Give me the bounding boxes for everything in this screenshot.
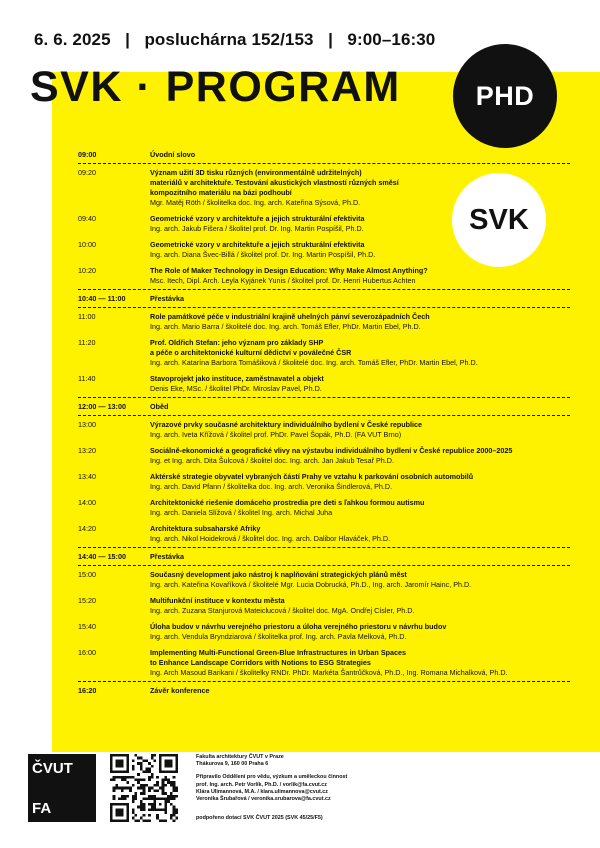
talk-author: Ing. arch. Zuzana Stanjurová Mateiclucová / školitel doc. MgA. Ondřej Císler, Ph.D. bbox=[150, 606, 415, 615]
talk-author: Mgr. Matěj Röth / školitelka doc. Ing. arch. Kateřina Sýsová, Ph.D. bbox=[150, 198, 361, 207]
logo-text-fa: FA bbox=[32, 800, 52, 817]
program-item bbox=[78, 402, 570, 412]
divider bbox=[78, 307, 570, 308]
talk-title: Multifunkční instituce v kontextu města bbox=[150, 596, 285, 605]
program-item bbox=[78, 420, 570, 440]
program-time: 13:20 bbox=[78, 446, 96, 455]
footer-contact-4[interactable]: Veronika Šrubařová / veronika.srubarova@fa.cvut.cz bbox=[196, 796, 331, 803]
talk-title: Architektura subsaharské Afriky bbox=[150, 524, 261, 533]
program-content bbox=[150, 266, 570, 286]
program-item bbox=[78, 524, 570, 544]
program-content bbox=[150, 338, 570, 368]
program-time: 10:40 — 11:00 bbox=[78, 294, 126, 303]
program-content bbox=[150, 472, 570, 492]
talk-title: Geometrické vzory v architektuře a jejich strukturální efektivita bbox=[150, 240, 365, 249]
program-item bbox=[78, 570, 570, 590]
talk-author: Denis Eke, MSc. / školitel PhDr. Miroslav Pavel, Ph.D. bbox=[150, 384, 322, 393]
program-time: 12:00 — 13:00 bbox=[78, 402, 126, 411]
program-time: 09:40 bbox=[78, 214, 96, 223]
program-content bbox=[150, 150, 570, 160]
program-item bbox=[78, 168, 570, 208]
program-time: 11:00 bbox=[78, 312, 96, 321]
divider bbox=[78, 163, 570, 164]
program-item bbox=[78, 686, 570, 696]
program-content bbox=[150, 294, 570, 304]
program-time: 13:00 bbox=[78, 420, 96, 429]
event-info: 6. 6. 2025 | posluchárna 152/153 | 9:00–16:30 bbox=[34, 30, 436, 49]
talk-title: Oběd bbox=[150, 402, 169, 411]
program-content bbox=[150, 374, 570, 394]
program-content bbox=[150, 312, 570, 332]
program-time: 14:20 bbox=[78, 524, 96, 533]
program-item bbox=[78, 446, 570, 466]
footer-address-1: Fakulta architektury ČVUT v Praze bbox=[196, 754, 284, 760]
divider bbox=[78, 565, 570, 566]
footer-contact-1: Připravilo Oddělení pro vědu, výzkum a uměleckou činnost bbox=[196, 774, 348, 781]
program-item bbox=[78, 240, 570, 260]
divider bbox=[78, 547, 570, 548]
qr-code-icon[interactable] bbox=[110, 754, 178, 822]
program-content bbox=[150, 402, 570, 412]
program-item bbox=[78, 338, 570, 368]
program-content bbox=[150, 686, 570, 696]
program-content bbox=[150, 420, 570, 440]
program-item bbox=[78, 622, 570, 642]
program-content bbox=[150, 446, 570, 466]
program-list bbox=[78, 150, 570, 696]
program-item bbox=[78, 374, 570, 394]
program-item bbox=[78, 596, 570, 616]
program-time: 15:40 bbox=[78, 622, 96, 631]
talk-title: Přestávka bbox=[150, 552, 184, 561]
footer-contact-2[interactable]: prof. Ing. arch. Petr Vorlík, Ph.D. / vorlik@fa.cvut.cz bbox=[196, 781, 327, 788]
talk-title: Geometrické vzory v architektuře a jejich strukturální efektivita bbox=[150, 214, 365, 223]
divider bbox=[78, 415, 570, 416]
talk-title: Význam užití 3D tisku různých (environmentálně udržitelných) bbox=[150, 168, 362, 177]
program-item bbox=[78, 150, 570, 160]
program-item bbox=[78, 472, 570, 492]
talk-author: Ing. arch. David Pfann / školitelka doc. Ing. arch. Veronika Šindlerová, Ph.D. bbox=[150, 482, 393, 491]
talk-author: Ing. et Ing. arch. Dita Šulcová / školitel doc. Ing. arch. Jan Jakub Tesař Ph.D. bbox=[150, 456, 394, 465]
talk-author: Ing. Arch Masoud Barikani / školitelky RNDr. PhDr. Markéta Šantrůčková, Ph.D., Ing. Romana Michalková, Ph.D. bbox=[150, 668, 508, 677]
talk-author: Ing. arch. Mario Barra / školitelé doc. Ing. arch. Tomáš Efler, PhDr. Martin Ebel, Ph.D. bbox=[150, 322, 421, 331]
talk-author: Ing. arch. Vendula Bryndziarová / školitelka prof. Ing. arch. Pavla Melková, Ph.D. bbox=[150, 632, 407, 641]
talk-title: materiálů v architektuře. Testování akustických vlastností různých směsí bbox=[150, 178, 399, 187]
talk-author: Ing. arch. Katarína Barbora Tomášiková / školitelé doc. Ing. arch. Tomáš Efler, PhDr. Martin Ebel, Ph.D. bbox=[150, 358, 478, 367]
talk-title: Úloha budov v návrhu verejného priestoru a úloha verejného priestoru v návrhu budov bbox=[150, 622, 447, 631]
talk-author: Ing. arch. Iveta Křížová / školitel prof. PhDr. Pavel Šopák, Ph.D. (FA VUT Brno) bbox=[150, 430, 402, 439]
program-item bbox=[78, 498, 570, 518]
talk-title: Aktérské strategie obyvatel vybraných částí Prahy ve vztahu k parkování osobních automobilů bbox=[150, 472, 474, 481]
program-content bbox=[150, 648, 570, 678]
talk-title: kompozitního materiálu na bázi podhoubí bbox=[150, 188, 292, 197]
talk-author: Ing. arch. Diana Švec-Billá / školitel prof. Dr. Ing. Martin Pospíšil, Ph.D. bbox=[150, 250, 376, 259]
program-content bbox=[150, 622, 570, 642]
program-content bbox=[150, 240, 570, 260]
logo-text-cvut: ČVUT bbox=[32, 760, 73, 777]
talk-title: Architektonické riešenie domáceho prostredia pre deti s ľahkou formou autismu bbox=[150, 498, 425, 507]
talk-author: Ing. arch. Nikol Hoidekrová / školitel doc. Ing. arch. Dalibor Hlaváček, Ph.D. bbox=[150, 534, 391, 543]
program-item bbox=[78, 552, 570, 562]
program-time: 16:00 bbox=[78, 648, 96, 657]
program-item bbox=[78, 294, 570, 304]
page-title: SVK · PROGRAM bbox=[30, 63, 401, 111]
talk-title: Implementing Multi-Functional Green-Blue Infrastructures in Urban Spaces bbox=[150, 648, 406, 657]
talk-author: Ing. arch. Daniela Slížová / školitel Ing. arch. Michal Juha bbox=[150, 508, 333, 517]
program-time: 15:20 bbox=[78, 596, 96, 605]
divider bbox=[78, 397, 570, 398]
talk-title: to Enhance Landscape Corridors with Notions to ESG Strategies bbox=[150, 658, 371, 667]
program-time: 15:00 bbox=[78, 570, 96, 579]
program-content bbox=[150, 596, 570, 616]
program-content bbox=[150, 524, 570, 544]
talk-title: Prof. Oldřich Stefan: jeho význam pro základy SHP bbox=[150, 338, 324, 347]
divider bbox=[78, 681, 570, 682]
program-content bbox=[150, 570, 570, 590]
talk-title: The Role of Maker Technology in Design Education: Why Make Almost Anything? bbox=[150, 266, 428, 275]
phd-badge: PHD bbox=[453, 44, 557, 148]
program-content bbox=[150, 168, 570, 208]
talk-title: Současný development jako nástroj k naplňování strategických plánů měst bbox=[150, 570, 407, 579]
program-content bbox=[150, 498, 570, 518]
program-content bbox=[150, 214, 570, 234]
program-time: 10:00 bbox=[78, 240, 96, 249]
talk-title: Úvodní slovo bbox=[150, 150, 196, 159]
program-item bbox=[78, 214, 570, 234]
talk-title: Sociálně-ekonomické a geografické vlivy na výstavbu individuálního bydlení v České republice 2000–2025 bbox=[150, 446, 513, 455]
footer-contact-3[interactable]: Klára Ulimannová, M.A. / klara.ulimannova@cvut.cz bbox=[196, 788, 328, 795]
talk-title: Přestávka bbox=[150, 294, 184, 303]
event-time: 9:00–16:30 bbox=[347, 30, 436, 49]
talk-author: Ing. arch. Jakub Fišera / školitel prof. Dr. Ing. Martin Pospíšil, Ph.D. bbox=[150, 224, 364, 233]
talk-title: Výrazové prvky současné architektury individuálního bydlení v České republice bbox=[150, 420, 423, 429]
program-time: 09:20 bbox=[78, 168, 96, 177]
talk-author: Msc. Itech, Dipl. Arch. Leyla Kyjánek Yunis / školitel prof. Dr. Henri Hubertus Achten bbox=[150, 276, 416, 285]
svk-badge: SVK bbox=[452, 173, 546, 267]
event-date: 6. 6. 2025 bbox=[34, 30, 111, 49]
talk-title: Role památkové péče v industriální krajině uhelných pánví severozápadních Čech bbox=[150, 312, 430, 321]
event-room: posluchárna 152/153 bbox=[144, 30, 314, 49]
program-time: 13:40 bbox=[78, 472, 96, 481]
talk-title: Stavoprojekt jako instituce, zaměstnavatel a objekt bbox=[150, 374, 324, 383]
program-time: 10:20 bbox=[78, 266, 96, 275]
divider bbox=[78, 289, 570, 290]
program-item bbox=[78, 266, 570, 286]
program-time: 14:40 — 15:00 bbox=[78, 552, 126, 561]
support-note: podpořeno dotací SVK ČVUT 2025 (SVK 45/25/F5) bbox=[196, 815, 323, 821]
talk-author: Ing. arch. Kateřina Kovaříková / školitelé Mgr. Lucia Dobrucká, Ph.D., Ing. arch. Jaromír Hainc, Ph.D. bbox=[150, 580, 472, 589]
program-time: 11:40 bbox=[78, 374, 96, 383]
program-time: 09:00 bbox=[78, 150, 97, 159]
talk-title: a péče o architektonické kulturní dědictví v poválečné ČSR bbox=[150, 348, 352, 357]
program-item bbox=[78, 312, 570, 332]
program-content bbox=[150, 552, 570, 562]
footer-info bbox=[196, 754, 347, 803]
program-item bbox=[78, 648, 570, 678]
cvut-fa-logo bbox=[28, 754, 96, 822]
program-time: 14:00 bbox=[78, 498, 96, 507]
program-time: 11:20 bbox=[78, 338, 96, 347]
program-time: 16:20 bbox=[78, 686, 97, 695]
footer-address-2: Thákurova 9, 160 00 Praha 6 bbox=[196, 761, 269, 768]
talk-title: Závěr konference bbox=[150, 686, 210, 695]
